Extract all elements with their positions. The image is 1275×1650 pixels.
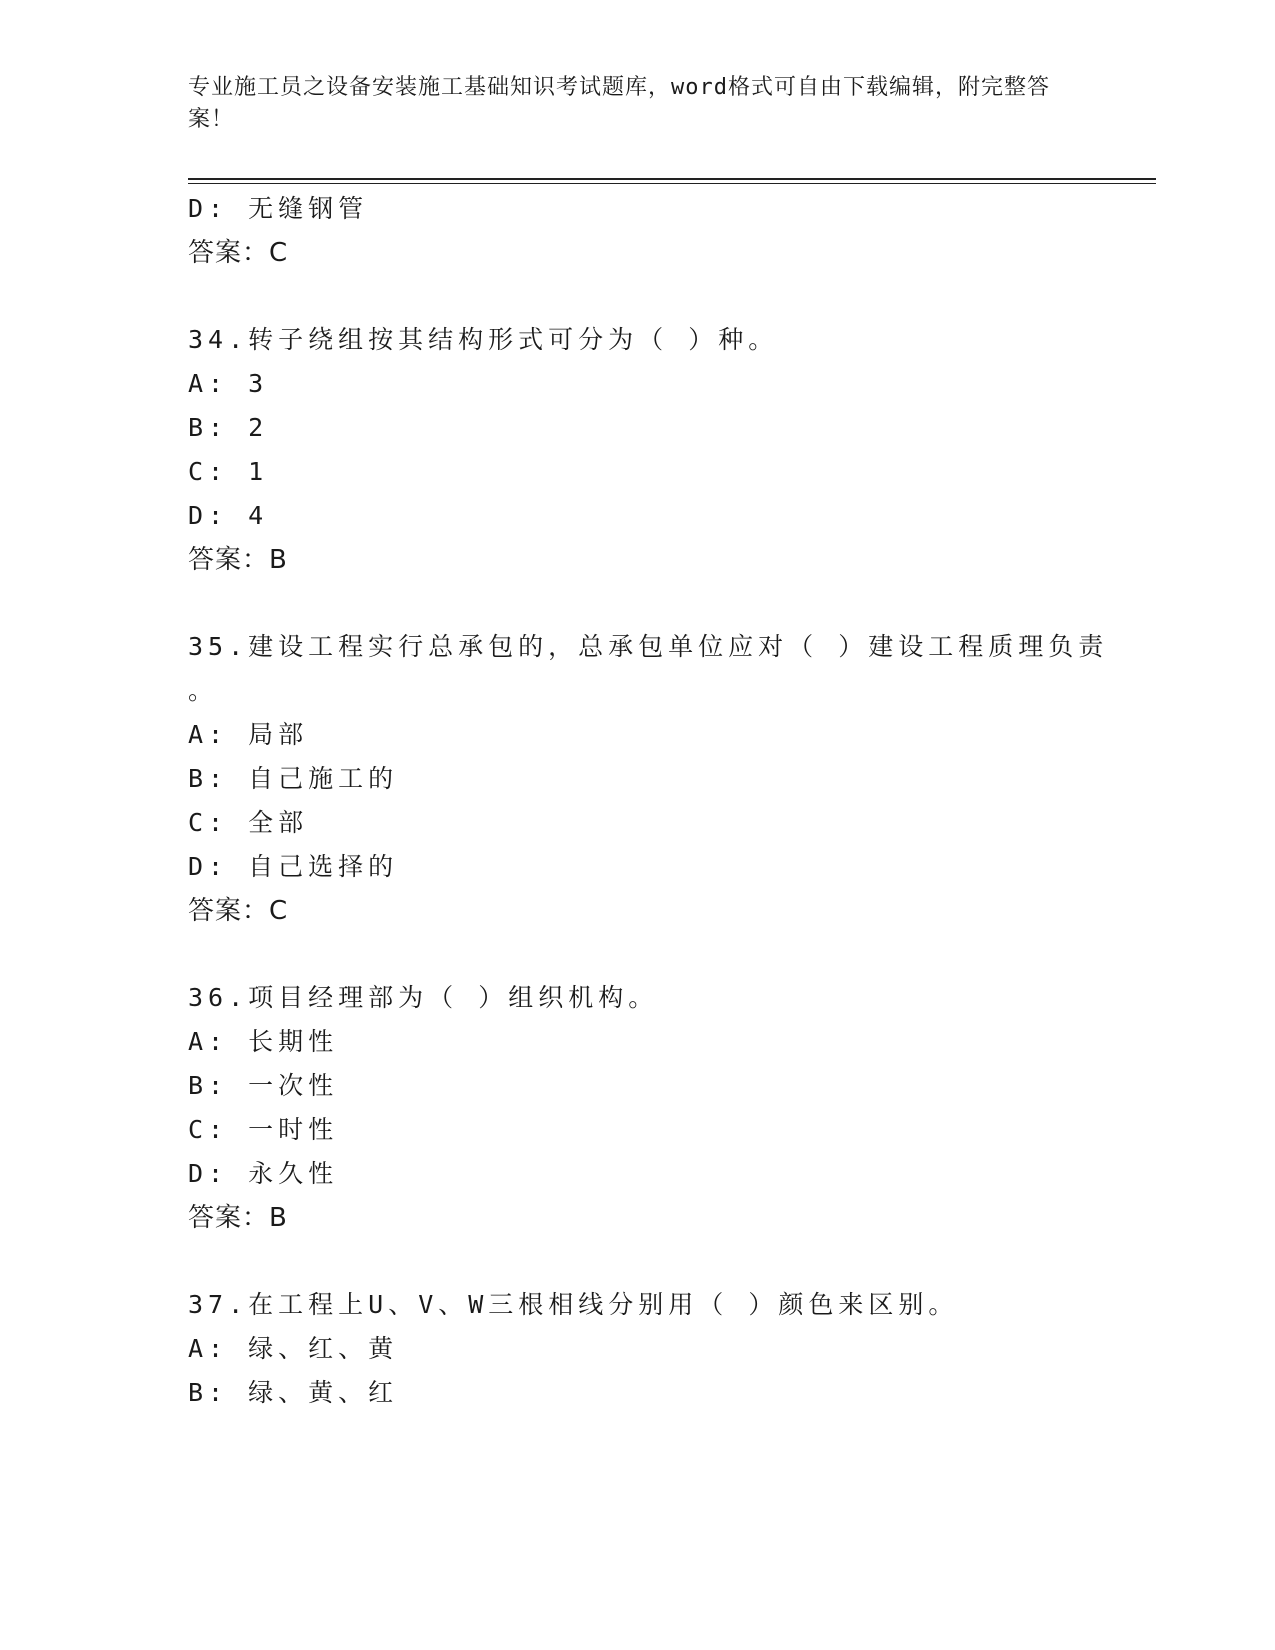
question-34-answer: 答案：B	[188, 545, 288, 575]
question-36-option-c: C: 一时性	[188, 1115, 339, 1144]
question-35-stem-continuation: 。	[188, 676, 219, 705]
question-35-answer: 答案：C	[188, 896, 289, 926]
question-36-stem: 36.项目经理部为（ ）组织机构。	[188, 983, 659, 1012]
question-34-option-c: C: 1	[188, 457, 269, 486]
header-rule-thick	[188, 178, 1156, 180]
document-header: 专业施工员之设备安装施工基础知识考试题库，word格式可自由下载编辑，附完整答案！	[188, 75, 1050, 132]
prev-option-d: D: 无缝钢管	[188, 194, 369, 223]
question-35-option-a: A: 局部	[188, 720, 309, 749]
question-37-option-b: B: 绿、黄、红	[188, 1378, 399, 1407]
question-34-option-b: B: 2	[188, 413, 269, 442]
question-34-stem: 34.转子绕组按其结构形式可分为（ ）种。	[188, 325, 779, 354]
question-36-answer: 答案：B	[188, 1203, 288, 1233]
question-35-option-d: D: 自己选择的	[188, 852, 399, 881]
header-rule-thin	[188, 183, 1156, 184]
question-37-stem: 37.在工程上U、V、W三根相线分别用（ ）颜色来区别。	[188, 1290, 959, 1319]
question-37-option-a: A: 绿、红、黄	[188, 1334, 399, 1363]
question-35-option-b: B: 自己施工的	[188, 764, 399, 793]
question-36-option-b: B: 一次性	[188, 1071, 339, 1100]
question-36-option-d: D: 永久性	[188, 1159, 339, 1188]
question-34-option-a: A: 3	[188, 369, 269, 398]
question-36-option-a: A: 长期性	[188, 1027, 339, 1056]
question-34-option-d: D: 4	[188, 501, 269, 530]
prev-answer: 答案：C	[188, 238, 289, 268]
question-35-stem: 35.建设工程实行总承包的，总承包单位应对（ ）建设工程质理负责	[188, 632, 1109, 661]
question-35-option-c: C: 全部	[188, 808, 309, 837]
